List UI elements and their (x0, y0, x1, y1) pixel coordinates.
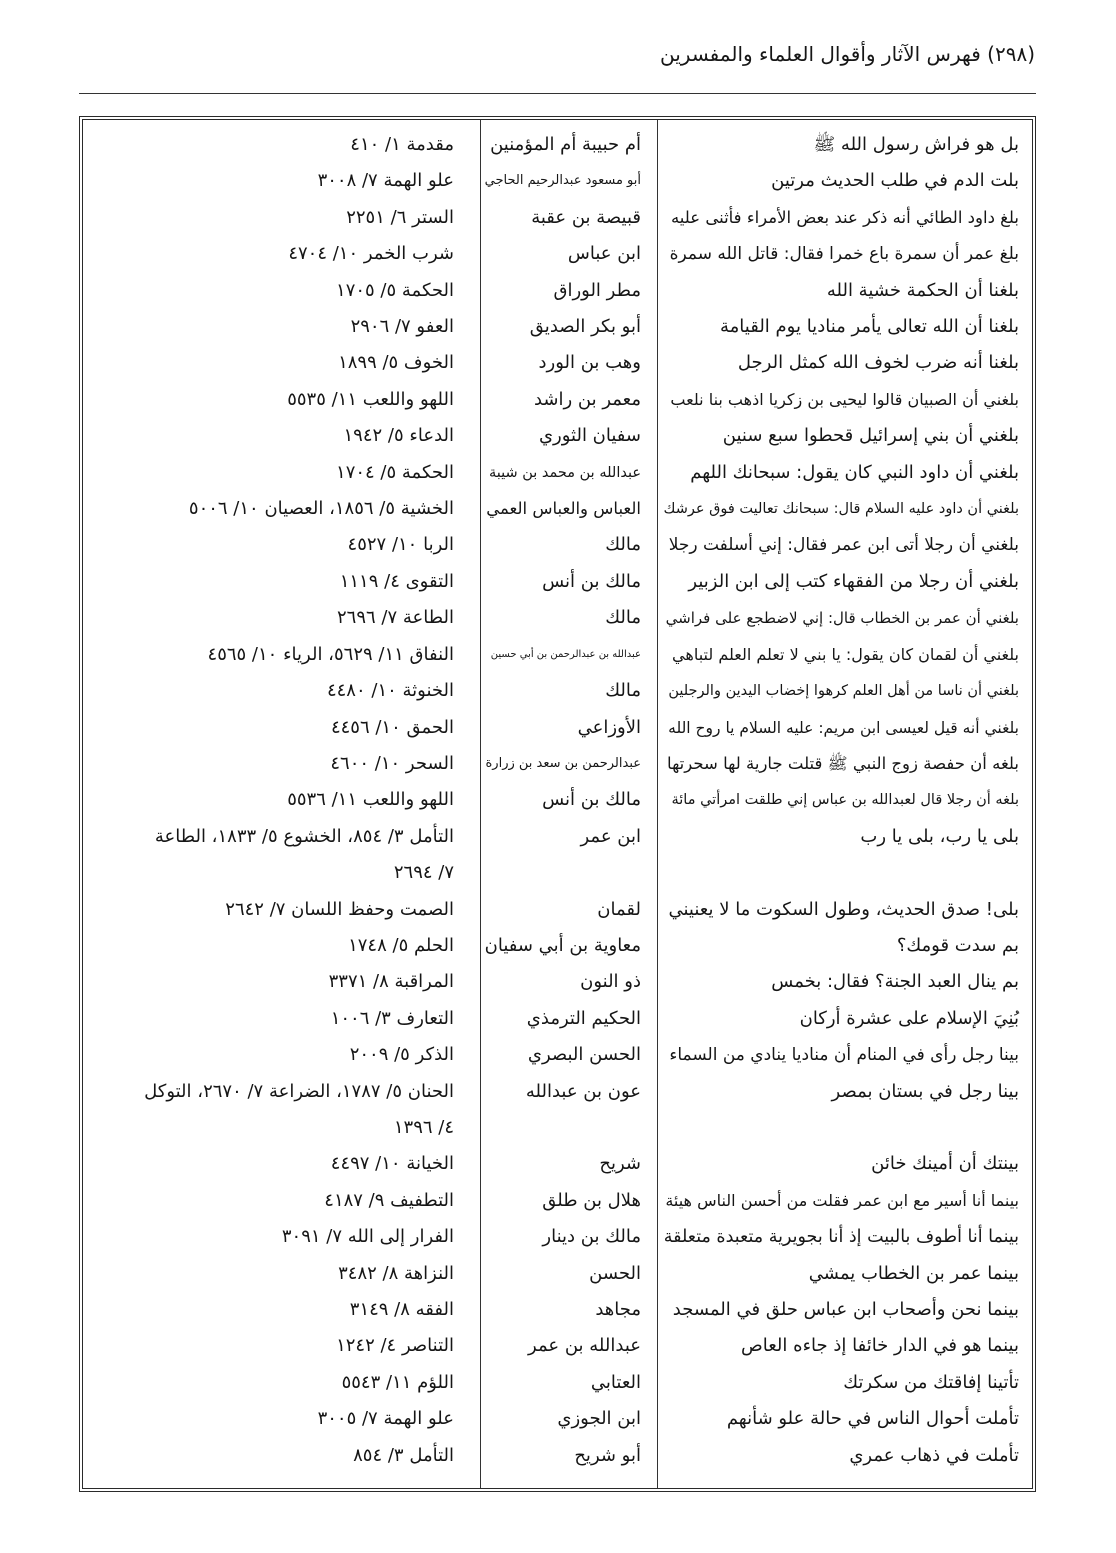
entry-reference (83, 163, 480, 199)
index-row (83, 200, 1032, 236)
reference-line: اللهو واللعب ١١/ ٥٥٣٥ (287, 388, 454, 410)
entry-reference (83, 1328, 480, 1364)
entry-reference (83, 782, 480, 818)
entry-reference (83, 746, 480, 782)
index-row (83, 782, 1032, 818)
reference-line: علو الهمة ٧/ ٣٠٠٥ (317, 1408, 454, 1430)
entry-source: قبيصة بن عقبة (531, 206, 641, 228)
reference-line: النفاق ١١/ ٥٦٢٩، الرياء ١٠/ ٤٥٦٥ (207, 643, 454, 665)
entry-source: الحسن البصري (527, 1044, 641, 1066)
index-row (83, 127, 1032, 163)
reference-line: الخوف ٥/ ١٨٩٩ (338, 352, 454, 374)
index-row (83, 819, 1032, 892)
entry-reference (83, 1401, 480, 1437)
entry-text: بينا رجل رأى في المنام أن مناديا ينادي من السماء (669, 1045, 1019, 1066)
entry-source: عون بن عبدالله (525, 1080, 641, 1102)
entry-reference (83, 1365, 480, 1401)
index-row (83, 1292, 1032, 1328)
entry-reference (83, 1074, 480, 1147)
reference-line: التطفيف ٩/ ٤١٨٧ (324, 1189, 454, 1211)
entry-source: ابن عمر (580, 825, 641, 847)
reference-line: الفرار إلى الله ٧/ ٣٠٩١ (281, 1226, 454, 1248)
entry-text: بلغنا أنه ضرب لخوف الله كمثل الرجل (737, 352, 1019, 374)
reference-line: التأمل ٣/ ٨٥٤، الخشوع ٥/ ١٨٣٣، الطاعة (154, 825, 454, 847)
entry-text: بلغني أن لقمان كان يقول: يا بني لا تعلم العلم لتباهي (672, 644, 1019, 664)
index-row (83, 273, 1032, 309)
reference-line: الحلم ٥/ ١٧٤٨ (348, 934, 454, 956)
index-row (83, 964, 1032, 1000)
entry-text: بلغنا أن الله تعالى يأمر مناديا يوم القيامة (720, 316, 1019, 338)
entry-text: بينتك أن أمينك خائن (871, 1153, 1019, 1175)
index-row (83, 1328, 1032, 1364)
entry-source: عبدالله بن عمر (528, 1335, 641, 1357)
entry-reference (83, 564, 480, 600)
entry-text: بينما أنا أسير مع ابن عمر فقلت من أحسن الناس هيئة (665, 1190, 1019, 1210)
entry-reference (83, 1001, 480, 1037)
index-row (83, 1001, 1032, 1037)
entry-reference (83, 673, 480, 709)
entry-reference (83, 345, 480, 381)
reference-line: التعارف ٣/ ١٠٠٦ (330, 1007, 454, 1029)
reference-line: الحمق ١٠/ ٤٤٥٦ (330, 716, 454, 738)
entry-source: سفيان الثوري (538, 425, 641, 447)
entry-reference (83, 1256, 480, 1292)
entry-reference (83, 964, 480, 1000)
entry-text: تأتينا إفاقتك من سكرتك (843, 1371, 1019, 1393)
entry-reference (83, 491, 480, 527)
entry-text: بلغني أن بني إسرائيل قحطوا سبع سنين (722, 425, 1019, 447)
entry-source: مالك بن أنس (542, 570, 641, 592)
entry-source: الحسن (589, 1262, 641, 1284)
entry-text: بلغني أن داود النبي كان يقول: سبحانك اللهم (690, 461, 1019, 483)
entry-source: مالك (605, 534, 641, 556)
reference-line: الدعاء ٥/ ١٩٤٢ (343, 425, 454, 447)
index-row (83, 163, 1032, 199)
entry-source: لقمان (597, 898, 641, 920)
reference-line: النزاهة ٨/ ٣٤٨٢ (338, 1262, 454, 1284)
entry-reference (83, 1438, 480, 1474)
reference-line: اللهو واللعب ١١/ ٥٥٣٦ (287, 789, 454, 811)
entry-reference (83, 200, 480, 236)
entry-source: أبو شريح (574, 1444, 641, 1466)
reference-line: العفو ٧/ ٢٩٠٦ (350, 316, 454, 338)
index-row (83, 236, 1032, 272)
entry-text: بل هو فراش رسول الله ﷺ (813, 134, 1019, 155)
entry-reference (83, 892, 480, 928)
reference-line: السحر ١٠/ ٤٦٠٠ (330, 752, 454, 774)
entry-source: مالك بن أنس (542, 789, 641, 811)
index-row (83, 382, 1032, 418)
entry-text: بلغني أن الصبيان قالوا ليحيى بن زكريا اذهب بنا نلعب (670, 389, 1019, 409)
entry-source: الحكيم الترمذي (526, 1007, 641, 1029)
entry-reference (83, 1146, 480, 1182)
index-row (83, 418, 1032, 454)
entry-source: أبو مسعود عبدالرحيم الحاجي (484, 173, 641, 189)
entry-source: مجاهد (595, 1299, 641, 1320)
entry-text: بينما عمر بن الخطاب يمشي (808, 1262, 1019, 1284)
entry-text: بلت الدم في طلب الحديث مرتين (771, 170, 1019, 192)
index-row (83, 1037, 1032, 1073)
entry-text: بلغنا أن الحكمة خشية الله (826, 279, 1019, 301)
reference-line: ٤/ ١٣٩٦ (393, 1116, 454, 1138)
index-row (83, 1256, 1032, 1292)
reference-line: الطاعة ٧/ ٢٦٩٦ (337, 607, 454, 629)
entry-text: بلغه أن حفصة زوج النبي ﷺ قتلت جارية لها سحرتها (667, 753, 1019, 773)
entry-text: بلغني أن عمر بن الخطاب قال: إني لاضطجع على فراشي (665, 609, 1019, 628)
reference-line: الصمت وحفظ اللسان ٧/ ٢٦٤٢ (225, 898, 454, 920)
entry-source: عبدالله بن عبدالرحمن بن أبي حسين (490, 648, 641, 660)
reference-line: المراقبة ٨/ ٣٣٧١ (328, 971, 454, 993)
entry-text: بلغني أن رجلا من الفقهاء كتب إلى ابن الزبير (688, 570, 1019, 592)
entry-reference (83, 309, 480, 345)
entry-text: بلغني أنه قيل لعيسى ابن مريم: عليه السلام يا روح الله (668, 718, 1019, 737)
reference-line: ٧/ ٢٦٩٤ (393, 862, 454, 884)
reference-line: التناصر ٤/ ١٢٤٢ (336, 1335, 454, 1357)
entry-source: العتابي (590, 1371, 641, 1393)
reference-line: الخيانة ١٠/ ٤٤٩٧ (330, 1153, 454, 1175)
entry-reference (83, 418, 480, 454)
entry-reference (83, 928, 480, 964)
entry-source: شريح (599, 1153, 641, 1175)
index-row (83, 527, 1032, 563)
entry-source: معمر بن راشد (533, 388, 641, 410)
reference-line: شرب الخمر ١٠/ ٤٧٠٤ (288, 243, 454, 265)
index-row (83, 637, 1032, 673)
entry-reference (83, 1183, 480, 1219)
index-row (83, 564, 1032, 600)
index-row (83, 455, 1032, 491)
entry-text: بلغني أن ناسا من أهل العلم كرهوا إخضاب اليدين والرجلين (668, 683, 1019, 700)
reference-line: الفقه ٨/ ٣١٤٩ (349, 1299, 454, 1320)
index-row (83, 491, 1032, 527)
entry-reference (83, 1292, 480, 1328)
reference-line: الستر ٦/ ٢٢٥١ (346, 206, 454, 228)
index-row (83, 928, 1032, 964)
entry-text: بينما نحن وأصحاب ابن عباس حلق في المسجد (672, 1299, 1019, 1320)
page-number: (٢٩٨) (987, 42, 1035, 66)
index-row (83, 1146, 1032, 1182)
index-row (83, 309, 1032, 345)
entry-reference (83, 273, 480, 309)
index-row (83, 892, 1032, 928)
entry-reference (83, 382, 480, 418)
index-row (83, 1074, 1032, 1147)
index-row (83, 710, 1032, 746)
reference-line: التأمل ٣/ ٨٥٤ (353, 1444, 454, 1466)
index-row (83, 1401, 1032, 1437)
entry-source: عبدالرحمن بن سعد بن زرارة (485, 755, 641, 771)
entry-reference (83, 127, 480, 163)
entry-source: معاوية بن أبي سفيان (484, 934, 641, 956)
reference-line: الربا ١٠/ ٤٥٢٧ (347, 534, 454, 556)
entry-reference (83, 600, 480, 636)
entry-source: مالك بن دينار (542, 1226, 641, 1248)
entry-source: أم حبيبة أم المؤمنين (490, 134, 641, 155)
entry-text: بلغه أن رجلا قال لعبدالله بن عباس إني طلقت امرأتي مائة (671, 792, 1019, 809)
entry-reference (83, 236, 480, 272)
entry-text: بلى يا رب، بلى يا رب (860, 825, 1019, 847)
index-row (83, 1438, 1032, 1474)
entry-source: عبدالله بن محمد بن شيبة (488, 464, 641, 481)
entry-source: هلال بن طلق (542, 1189, 641, 1211)
entry-text: بلغ عمر أن سمرة باع خمرا فقال: قاتل الله سمرة (669, 244, 1019, 265)
entry-source: ابن الجوزي (557, 1408, 641, 1430)
entry-source: ابن عباس (567, 243, 641, 265)
entry-text: بم ينال العبد الجنة؟ فقال: بخمس (771, 971, 1019, 993)
index-table (79, 116, 1036, 1492)
entry-text: بلغ داود الطائي أنه ذكر عند بعض الأمراء فأثنى عليه (670, 207, 1019, 227)
reference-line: الحكمة ٥/ ١٧٠٤ (336, 461, 454, 483)
reference-line: الذكر ٥/ ٢٠٠٩ (349, 1044, 454, 1066)
entry-text: بينما هو في الدار خائفا إذ جاءه العاص (741, 1335, 1019, 1357)
running-header (660, 38, 1035, 70)
reference-line: الخشية ٥/ ١٨٥٦، العصيان ١٠/ ٥٠٠٦ (188, 498, 454, 520)
reference-line: التقوى ٤/ ١١١٩ (339, 570, 454, 592)
entry-reference (83, 819, 480, 892)
entry-reference (83, 1037, 480, 1073)
entry-text: بلى! صدق الحديث، وطول السكوت ما لا يعنيني (668, 898, 1019, 920)
index-row (83, 673, 1032, 709)
entry-source: مالك (605, 607, 641, 629)
entry-source: الأوزاعي (577, 716, 641, 738)
header-rule (79, 93, 1036, 94)
entry-reference (83, 637, 480, 673)
entry-reference (83, 527, 480, 563)
index-row (83, 1219, 1032, 1255)
entry-reference (83, 455, 480, 491)
index-row (83, 746, 1032, 782)
entry-text: تأملت في ذهاب عمري (849, 1444, 1019, 1466)
entry-text: بم سدت قومك؟ (896, 934, 1019, 956)
entry-source: مالك (605, 680, 641, 702)
reference-line: الحنان ٥/ ١٧٨٧، الضراعة ٧/ ٢٦٧٠، التوكل (144, 1080, 454, 1102)
entry-text: بينما أنا أطوف بالبيت إذ أنا بجويرية متعبدة متعلقة (663, 1227, 1019, 1248)
reference-line: اللؤم ١١/ ٥٥٤٣ (341, 1371, 454, 1393)
entry-text: بلغني أن داود عليه السلام قال: سبحانك تعاليت فوق عرشك (663, 501, 1019, 518)
entry-source: ذو النون (580, 971, 641, 993)
index-row (83, 345, 1032, 381)
header-title: فهرس الآثار وأقوال العلماء والمفسرين (660, 42, 981, 66)
entry-source: أبو بكر الصديق (529, 316, 641, 338)
index-row (83, 600, 1032, 636)
reference-line: علو الهمة ٧/ ٣٠٠٨ (317, 170, 454, 192)
index-row (83, 1183, 1032, 1219)
entry-text: بلغني أن رجلا أتى ابن عمر فقال: إني أسلفت رجلا (668, 535, 1019, 556)
entry-text: بينا رجل في بستان بمصر (831, 1080, 1019, 1102)
index-table-body (83, 127, 1032, 1474)
entry-reference (83, 1219, 480, 1255)
entry-text: بُنِيَ الإسلام على عشرة أركان (799, 1007, 1019, 1029)
entry-reference (83, 710, 480, 746)
reference-line: الخنوثة ١٠/ ٤٤٨٠ (326, 680, 454, 702)
index-row (83, 1365, 1032, 1401)
entry-source: وهب بن الورد (538, 352, 641, 374)
entry-source: مطر الوراق (553, 279, 641, 301)
entry-source: العباس والعباس العمي (486, 499, 641, 519)
entry-text: تأملت أحوال الناس في حالة علو شأنهم (726, 1408, 1019, 1430)
reference-line: الحكمة ٥/ ١٧٠٥ (336, 279, 454, 301)
reference-line: مقدمة ١/ ٤١٠ (350, 134, 454, 155)
